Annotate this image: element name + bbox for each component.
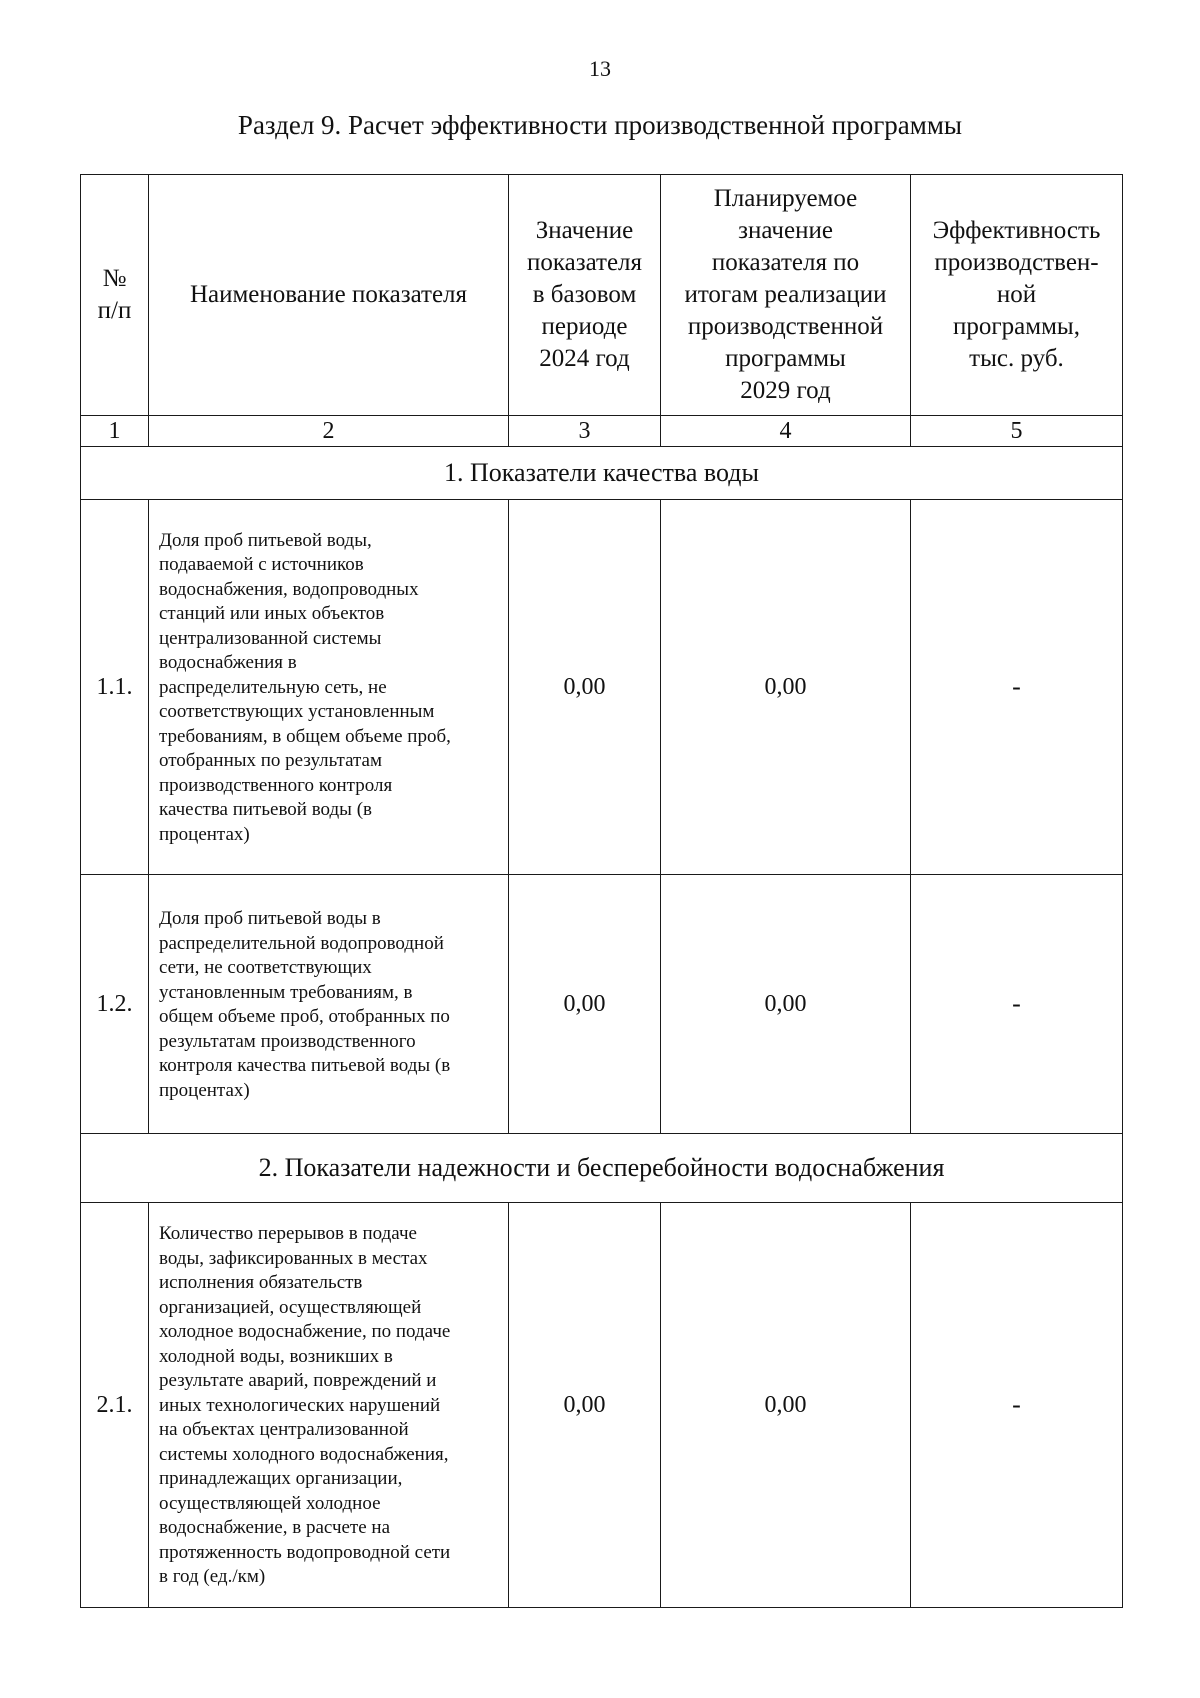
column-number-row [81,416,1123,447]
table-row [81,1203,1123,1608]
efficiency-value: - [911,1203,1123,1608]
base-value: 0,00 [509,1203,661,1608]
header-efficiency: Эффективность производствен- ной программы, тыс. руб. [911,175,1123,416]
section-heading-row [81,447,1123,500]
row-number: 2.1. [81,1203,149,1608]
column-number: 1 [81,416,149,447]
column-number: 2 [149,416,509,447]
column-number: 3 [509,416,661,447]
table-row [81,875,1123,1134]
planned-value: 0,00 [661,500,911,875]
column-number: 4 [661,416,911,447]
header-base-value: Значение показателя в базовом периоде 2024 год [509,175,661,416]
header-indicator-name: Наименование показателя [149,175,509,416]
planned-value: 0,00 [661,875,911,1134]
section-title: Раздел 9. Расчет эффективности производственной программы [237,110,963,140]
indicator-name: Доля проб питьевой воды, подаваемой с источников водоснабжения, водопроводных станций или иных объектов централизованной системы водоснабжения в распределительную сеть, не соответствующих установленным требованиям, в общем объеме проб, отобранных по результатам производственного контроля качества питьевой воды (в процентах) [149,500,509,875]
section-heading: 1. Показатели качества воды [81,447,1123,500]
row-number: 1.1. [81,500,149,875]
base-value: 0,00 [509,875,661,1134]
planned-value: 0,00 [661,1203,911,1608]
base-value: 0,00 [509,500,661,875]
efficiency-value: - [911,875,1123,1134]
section-heading-row [81,1134,1123,1203]
efficiency-value: - [911,500,1123,875]
row-number: 1.2. [81,875,149,1134]
header-row-number: № п/п [81,175,149,416]
table-row [81,500,1123,875]
header-planned-value: Планируемое значение показателя по итогам реализации производственной программы 2029 год [661,175,911,416]
page-number: 13 [589,56,611,81]
efficiency-table [80,174,1123,1608]
indicator-name: Доля проб питьевой воды в распределительной водопроводной сети, не соответствующих установленным требованиям, в общем объеме проб, отобранных по результатам производственного контроля качества питьевой воды (в процентах) [149,875,509,1134]
column-number: 5 [911,416,1123,447]
section-heading: 2. Показатели надежности и бесперебойности водоснабжения [81,1134,1123,1203]
table-header-row [81,175,1123,416]
indicator-name: Количество перерывов в подаче воды, зафиксированных в местах исполнения обязательств организацией, осуществляющей холодное водоснабжение, по подаче холодной воды, возникших в результате аварий, повреждений и иных технологических нарушений на объектах централизованной системы холодного водоснабжения, принадлежащих организации, осуществляющей холодное водоснабжение, в расчете на протяженность водопроводной сети в год (ед./км) [149,1203,509,1608]
